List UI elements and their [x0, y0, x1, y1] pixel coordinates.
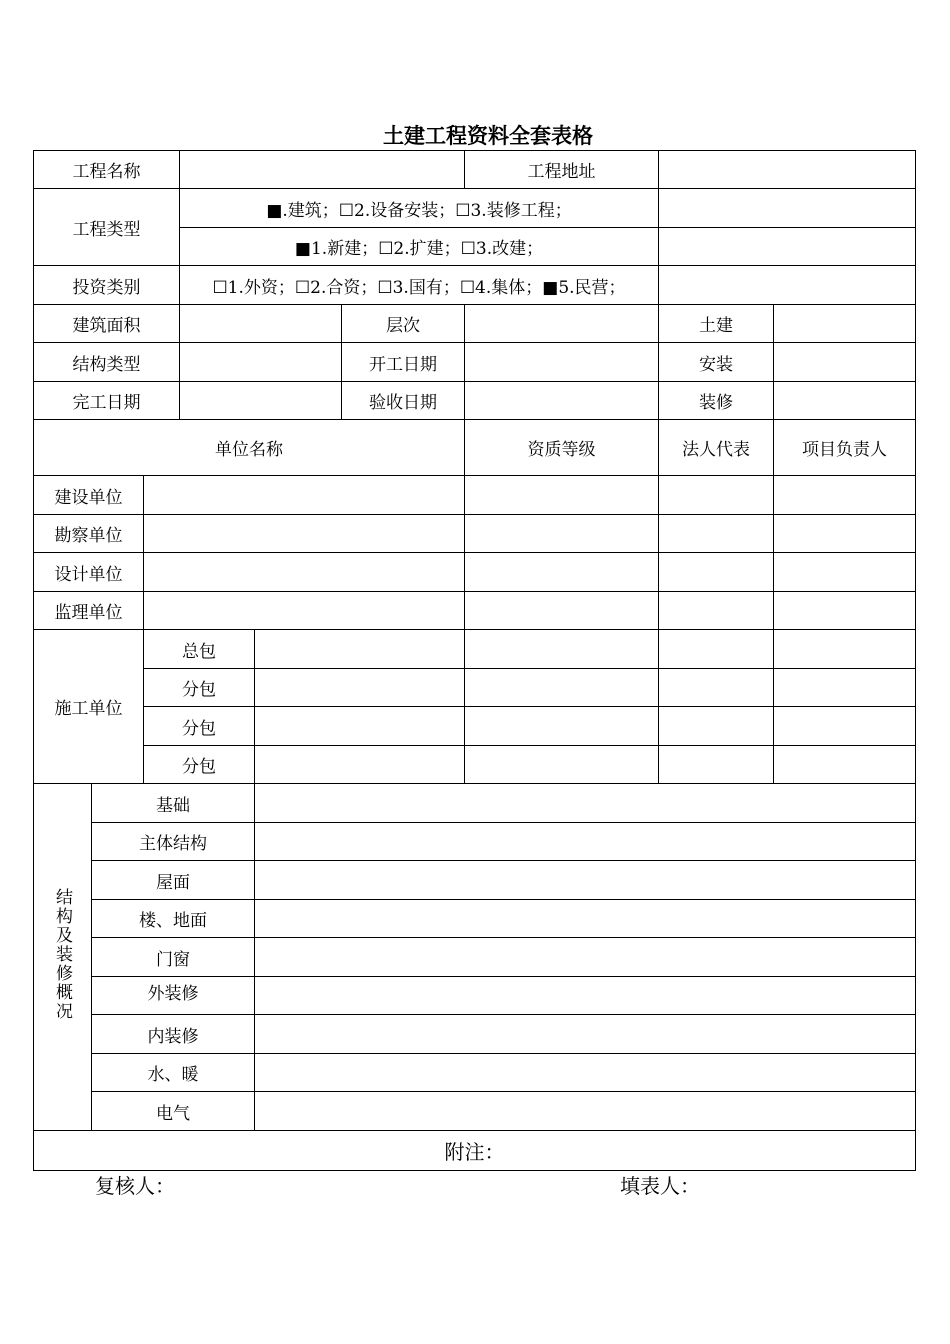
- investment-extra-field[interactable]: [659, 266, 916, 305]
- accept-date-label: 验收日期: [342, 382, 465, 420]
- structure-type-label: 结构类型: [34, 343, 180, 382]
- overview-item-field[interactable]: [255, 1054, 916, 1092]
- overview-item-label: 水、暖: [92, 1054, 255, 1092]
- project-type-options[interactable]: ■.建筑；☐2.设备安装；☐3.装修工程；: [180, 189, 659, 228]
- project-address-label: 工程地址: [465, 151, 659, 189]
- legal-rep-field[interactable]: [659, 592, 774, 630]
- reviewer-label: 复核人：: [95, 1174, 175, 1198]
- investment-type-options[interactable]: ☐1.外资；☐2.合资；☐3.国有；☐4.集体；■5.民营；: [180, 266, 659, 305]
- overview-item-field[interactable]: [255, 938, 916, 977]
- manager-field[interactable]: [774, 746, 916, 784]
- manager-field[interactable]: [774, 553, 916, 592]
- page-title: 土建工程资料全套表格: [383, 123, 593, 148]
- qualification-field[interactable]: [465, 592, 659, 630]
- qualification-field[interactable]: [465, 553, 659, 592]
- building-area-label: 建筑面积: [34, 305, 180, 343]
- qualification-field[interactable]: [465, 515, 659, 553]
- qualification-field[interactable]: [465, 746, 659, 784]
- overview-item-label: 楼、地面: [92, 900, 255, 938]
- start-date-label: 开工日期: [342, 343, 465, 382]
- floors-field[interactable]: [465, 305, 659, 343]
- legal-rep-header: 法人代表: [659, 420, 774, 476]
- project-address-field[interactable]: [659, 151, 916, 189]
- contractor-name-field[interactable]: [255, 669, 465, 707]
- note-field[interactable]: 附注：: [34, 1131, 916, 1171]
- unit-name-field[interactable]: [144, 553, 465, 592]
- overview-item-label: 基础: [92, 784, 255, 823]
- investment-type-label: 投资类别: [34, 266, 180, 305]
- overview-item-field[interactable]: [255, 1015, 916, 1054]
- decor-field[interactable]: [774, 382, 916, 420]
- unit-name-header: 单位名称: [34, 420, 465, 476]
- manager-field[interactable]: [774, 592, 916, 630]
- legal-rep-field[interactable]: [659, 707, 774, 746]
- unit-label: 勘察单位: [34, 515, 144, 553]
- manager-field[interactable]: [774, 476, 916, 515]
- qualification-field[interactable]: [465, 630, 659, 669]
- accept-date-field[interactable]: [465, 382, 659, 420]
- legal-rep-field[interactable]: [659, 553, 774, 592]
- building-area-field[interactable]: [180, 305, 342, 343]
- overview-section: [34, 784, 92, 1131]
- unit-name-field[interactable]: [144, 592, 465, 630]
- project-type-label: 工程类型: [34, 189, 180, 266]
- manager-field[interactable]: [774, 669, 916, 707]
- overview-item-field[interactable]: [255, 861, 916, 900]
- overview-item-label: 主体结构: [92, 823, 255, 861]
- civil-label: 土建: [659, 305, 774, 343]
- overview-item-field[interactable]: [255, 784, 916, 823]
- project-name-label: 工程名称: [34, 151, 180, 189]
- manager-field[interactable]: [774, 515, 916, 553]
- contractor-name-field[interactable]: [255, 630, 465, 669]
- civil-field[interactable]: [774, 305, 916, 343]
- finish-date-label: 完工日期: [34, 382, 180, 420]
- project-type-extra-field[interactable]: [659, 189, 916, 228]
- legal-rep-field[interactable]: [659, 669, 774, 707]
- structure-type-field[interactable]: [180, 343, 342, 382]
- contractor-name-field[interactable]: [255, 746, 465, 784]
- legal-rep-field[interactable]: [659, 630, 774, 669]
- contractor-role-label: 总包: [144, 630, 255, 669]
- overview-item-label: 门窗: [92, 938, 255, 977]
- qualification-field[interactable]: [465, 707, 659, 746]
- overview-item-label: 内装修: [92, 1015, 255, 1054]
- unit-name-field[interactable]: [144, 476, 465, 515]
- qualification-field[interactable]: [465, 669, 659, 707]
- unit-label: 设计单位: [34, 553, 144, 592]
- overview-item-label: 屋面: [92, 861, 255, 900]
- overview-item-field[interactable]: [255, 1092, 916, 1131]
- legal-rep-field[interactable]: [659, 515, 774, 553]
- contractor-role-label: 分包: [144, 746, 255, 784]
- manager-header: 项目负责人: [774, 420, 916, 476]
- legal-rep-field[interactable]: [659, 746, 774, 784]
- unit-label: 建设单位: [34, 476, 144, 515]
- manager-field[interactable]: [774, 630, 916, 669]
- overview-label: 结构及装修概况: [52, 888, 72, 1021]
- overview-item-field[interactable]: [255, 900, 916, 938]
- project-info-form: [33, 150, 916, 1171]
- filler-label: 填表人：: [620, 1174, 700, 1198]
- qualification-field[interactable]: [465, 476, 659, 515]
- install-field[interactable]: [774, 343, 916, 382]
- overview-item-label: 电气: [92, 1092, 255, 1131]
- start-date-field[interactable]: [465, 343, 659, 382]
- project-name-field[interactable]: [180, 151, 465, 189]
- overview-item-field[interactable]: [255, 977, 916, 1015]
- unit-label: 监理单位: [34, 592, 144, 630]
- finish-date-field[interactable]: [180, 382, 342, 420]
- qualification-header: 资质等级: [465, 420, 659, 476]
- project-scope-extra-field[interactable]: [659, 228, 916, 266]
- floors-label: 层次: [342, 305, 465, 343]
- manager-field[interactable]: [774, 707, 916, 746]
- contractor-role-label: 分包: [144, 669, 255, 707]
- overview-item-label: 外装修: [92, 977, 255, 1015]
- install-label: 安装: [659, 343, 774, 382]
- unit-name-field[interactable]: [144, 515, 465, 553]
- decor-label: 装修: [659, 382, 774, 420]
- contractor-name-field[interactable]: [255, 707, 465, 746]
- overview-item-field[interactable]: [255, 823, 916, 861]
- contractor-role-label: 分包: [144, 707, 255, 746]
- project-scope-options[interactable]: ■1.新建；☐2.扩建；☐3.改建；: [180, 228, 659, 266]
- construction-unit-label: 施工单位: [34, 630, 144, 784]
- legal-rep-field[interactable]: [659, 476, 774, 515]
